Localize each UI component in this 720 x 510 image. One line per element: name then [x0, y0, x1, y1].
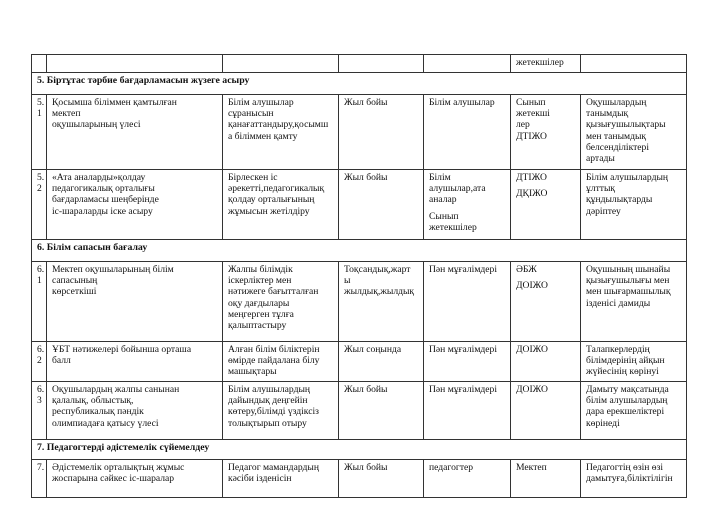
cell-audience: [424, 382, 511, 440]
cell-num: 5. 1: [32, 95, 47, 170]
cell-outcome: [581, 55, 687, 73]
cell-audience-item: Пән мұғалімдері: [429, 344, 497, 355]
cell-num: [32, 55, 47, 73]
cell-period: Тоқсандық,жарт ы жылдық,жылдық: [339, 262, 424, 342]
plan-table: [31, 54, 687, 498]
cell-responsible: [511, 460, 581, 498]
cell-result: Алған білім біліктерін өмірде пайдалана білу машықтары: [223, 342, 339, 382]
cell-num: 6. 1: [32, 262, 47, 342]
cell-responsible: [511, 95, 581, 170]
cell-audience: [424, 55, 511, 73]
cell-period: Жыл соңында: [339, 342, 424, 382]
plan-row: [32, 95, 687, 170]
cell-task: Қосымша біліммен қамтылған мектеп оқушыларының үлесі: [47, 95, 223, 170]
cell-audience: [424, 262, 511, 342]
section-header-row: [32, 440, 687, 460]
section-header-row: [32, 73, 687, 95]
cell-outcome: Оқушының шынайы қызығушылығы мен мен шығармашылық ізденісі дамиды: [581, 262, 687, 342]
section-title: 5. Біртұтас тәрбие бағдарламасын жүзеге асыру: [32, 73, 687, 95]
cell-responsible-item: ДОІЖО: [516, 384, 548, 395]
cell-responsible: [511, 170, 581, 240]
cell-audience-item: Білім алушылар: [429, 97, 495, 108]
cell-period: Жыл бойы: [339, 95, 424, 170]
cell-audience-item: педагогтер: [429, 462, 474, 473]
cell-responsible: [511, 262, 581, 342]
cell-audience: [424, 170, 511, 240]
cell-audience-item: Білім алушылар,ата аналар: [429, 172, 486, 206]
cell-responsible: [511, 382, 581, 440]
plan-row: [32, 382, 687, 440]
cell-responsible-item: Мектеп: [516, 462, 547, 473]
plan-row: [32, 170, 687, 240]
cell-outcome: Дамыту мақсатында білім алушылардың дара ерекшеліктері көрінеді: [581, 382, 687, 440]
section-title: 7. Педагогтерді әдістемелік сүйемелдеу: [32, 440, 687, 460]
cell-responsible-item: ДҚІЖО: [516, 188, 548, 200]
cell-num: 5. 2: [32, 170, 47, 240]
plan-row: [32, 262, 687, 342]
cell-responsible-item: ДТІЖО: [516, 172, 547, 183]
cell-outcome: Педагогтің өзін өзі дамытуға,біліктілігін: [581, 460, 687, 498]
cell-audience: [424, 95, 511, 170]
plan-row: [32, 460, 687, 498]
cell-audience: [424, 460, 511, 498]
cell-num: 6. 2: [32, 342, 47, 382]
cell-result: [223, 55, 339, 73]
cell-audience: [424, 342, 511, 382]
plan-table-body: [32, 55, 687, 498]
plan-row: [32, 342, 687, 382]
cell-audience-item: Пән мұғалімдері: [429, 384, 497, 395]
cell-responsible: [511, 342, 581, 382]
cell-responsible-item: жетекшілер: [516, 57, 564, 68]
cell-responsible-item: ДОІЖО: [516, 344, 548, 355]
cell-result: Жалпы білімдік іскерліктер мен нәтижеге бағытталған оқу дағдылары меңгерген тұлға қалыптастыру: [223, 262, 339, 342]
cell-responsible: [511, 55, 581, 73]
cell-responsible-item: ДОІЖО: [516, 280, 548, 292]
cell-period: Жыл бойы: [339, 460, 424, 498]
cell-task: [47, 55, 223, 73]
cell-task: Мектеп оқушыларының білім сапасының көрсеткіші: [47, 262, 223, 342]
cell-task: Әдістемелік орталықтың жұмыс жоспарына сәйкес іс-шаралар: [47, 460, 223, 498]
section-title: 6. Білім сапасын бағалау: [32, 240, 687, 262]
cell-task: «Ата аналарды»қолдау педагогикалық орталығы бағдарламасы шеңберінде іс-шараларды іске асыру: [47, 170, 223, 240]
cell-result: Педагог мамандардың кәсіби ізденісін: [223, 460, 339, 498]
cell-responsible-item: Сынып жетекші лер ДТІЖО: [516, 97, 550, 142]
cell-outcome: Талапкерлердің білімдерінің айқын жүйесінің көрінуі: [581, 342, 687, 382]
cell-result: Білім алушылардың дайындық деңгейін көтеру,білімді үздіксіз толықтырып отыру: [223, 382, 339, 440]
cell-outcome: Оқушылардың танымдық қызығушылықтары мен танымдық белсенділіктері артады: [581, 95, 687, 170]
cell-audience-item: Пән мұғалімдері: [429, 264, 497, 275]
cell-audience-item: Сынып жетекшілер: [429, 210, 477, 233]
cell-result: Бірлескен іс әрекетті,педагогикалық қолдау орталығының жұмысын жетілдіру: [223, 170, 339, 240]
cell-outcome: Білім алушылардың ұлттық құндылықтарды дәріптеу: [581, 170, 687, 240]
cell-responsible-item: ӘБЖ: [516, 264, 537, 275]
cell-task: Оқушылардың жалпы санынан қалалық, облыстық, республикалық пәндік олимпиадаға қатысу үлесі: [47, 382, 223, 440]
cell-num: 6. 3: [32, 382, 47, 440]
cell-num: 7.: [32, 460, 47, 498]
cell-period: [339, 55, 424, 73]
cell-task: ҰБТ нәтижелері бойынша орташа балл: [47, 342, 223, 382]
plan-row: [32, 55, 687, 73]
cell-result: Білім алушылар сұранысын қанағаттандыру,қосымш а біліммен қамту: [223, 95, 339, 170]
section-header-row: [32, 240, 687, 262]
cell-period: Жыл бойы: [339, 170, 424, 240]
cell-period: Жыл бойы: [339, 382, 424, 440]
